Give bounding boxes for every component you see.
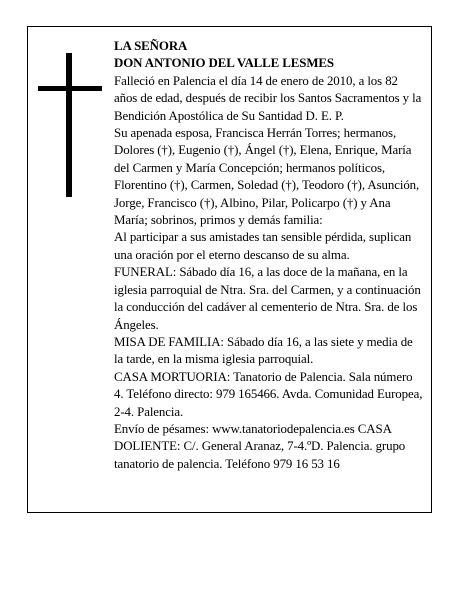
honorific: LA SEÑORA bbox=[114, 39, 188, 53]
condolences-details: Envío de pésames: www.tanatoriodepalencia.es CASA DOLIENTE: C/. General Aranaz, 7-4.ºD. Palencia. grupo tanatorio de palencia. Teléfono 979 16 53 16 bbox=[114, 421, 406, 471]
death-announcement: Falleció en Palencia el día 14 de enero de 2010, a los 82 años de edad, después de recibir los Santos Sacramentos y la Bendición Apostólica de Su Santidad D. E. P. bbox=[114, 73, 422, 123]
funeral-home-details: CASA MORTUORIA: Tanatorio de Palencia. Sala número 4. Teléfono directo: 979 165466. Avda. Comunidad Europea, 2-4. Palencia. bbox=[114, 369, 423, 419]
prayer-request: Al participar a sus amistades tan sensible pérdida, suplican una oración por el eterno descanso de su alma. bbox=[114, 230, 412, 262]
family-list: Su apenada esposa, Francisca Herrán Torres; hermanos, Dolores (†), Eugenio (†), Ángel (†), Elena, Enrique, María del Carmen y María Concepción; hermanos políticos, Florentino (†), Carmen, Soledad (†), Teodoro (†), Asunción, Jorge, Francisco (†), Albino, Pilar, Policarpo (†) y Ana María; sobrinos, primos y demás familia: bbox=[114, 126, 420, 228]
obituary-text bbox=[114, 38, 424, 473]
family-mass-details: MISA DE FAMILIA: Sábado día 16, a las siete y media de la tarde, en la misma iglesia parroquial. bbox=[114, 334, 413, 367]
cross-icon bbox=[38, 53, 102, 197]
deceased-name: DON ANTONIO DEL VALLE LESMES bbox=[114, 56, 334, 71]
funeral-details: FUNERAL: Sábado día 16, a las doce de la mañana, en la iglesia parroquial de Ntra. Sra. del Carmen, y a continuación la conducción del cadáver al cementerio de Ntra. Sra. de los Ángeles. bbox=[114, 265, 421, 332]
